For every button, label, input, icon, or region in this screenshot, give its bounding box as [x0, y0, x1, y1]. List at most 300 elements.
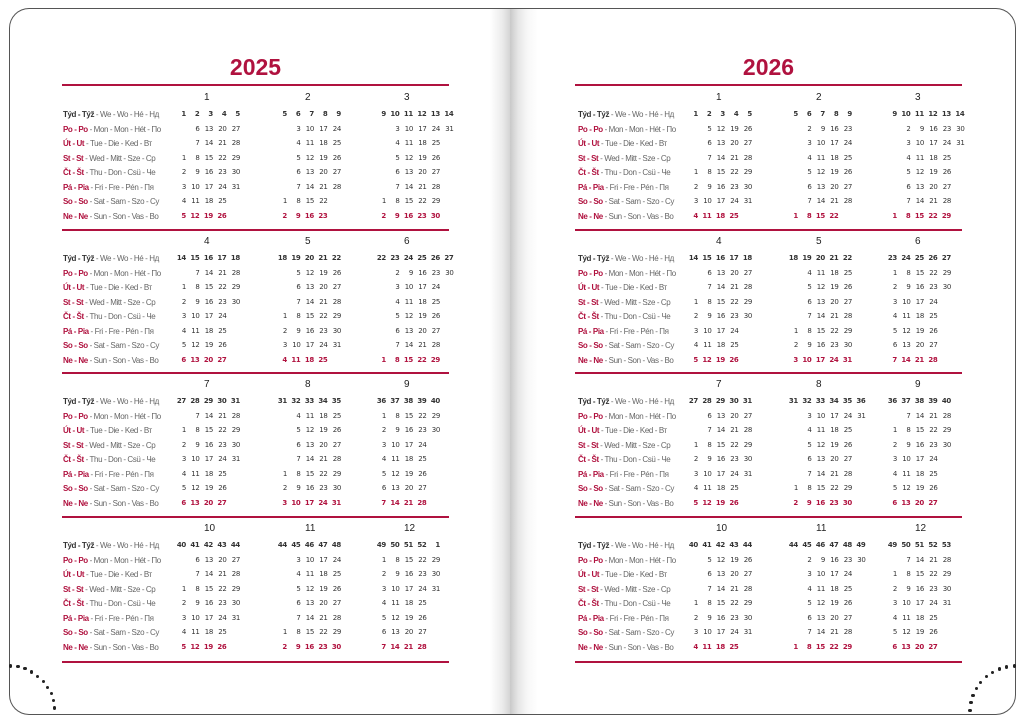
weekday-label-cz: Čt - Št: [63, 312, 84, 321]
day-cell: 14: [305, 182, 314, 191]
day-cell: 9: [820, 124, 825, 133]
day-cell: 29: [843, 484, 852, 492]
day-cell: 17: [915, 455, 924, 463]
weekday-label-intl: - We - Wo - Hé - Нд: [609, 541, 674, 550]
day-cell: 20: [830, 455, 839, 463]
day-cell: 25: [929, 469, 938, 478]
decorative-dot: [1005, 665, 1008, 668]
weekday-label-cz: Ne - Ne: [578, 355, 603, 365]
day-cell: 16: [716, 613, 725, 622]
day-cell: 25: [218, 197, 227, 205]
day-cell: 20: [830, 613, 839, 622]
day-cell: 30: [332, 326, 341, 335]
day-cell: 7: [195, 139, 200, 147]
day-cell: 8: [395, 555, 400, 564]
day-cell: 5: [807, 168, 812, 176]
day-cell: 1: [793, 484, 798, 492]
weekday-label-intl: - Tue - Die - Ked - Вт: [599, 570, 667, 579]
week-number: 36: [376, 397, 386, 405]
day-cell: 10: [305, 555, 314, 564]
week-number: 43: [729, 541, 739, 549]
decorative-dot: [9, 664, 12, 667]
day-cell: 22: [418, 555, 427, 564]
month-number: 2: [816, 92, 822, 103]
weekday-label-cz: St - St: [63, 297, 84, 307]
day-cell: 1: [693, 599, 698, 607]
day-cell: 11: [703, 484, 712, 492]
day-cell: 28: [231, 139, 240, 147]
day-cell: 7: [395, 182, 400, 191]
day-cell: 21: [929, 411, 938, 420]
day-cell: 3: [296, 124, 301, 133]
day-cell: 13: [816, 297, 825, 306]
week-number: 40: [176, 541, 186, 549]
day-cell: 29: [332, 628, 341, 636]
day-cell: 23: [318, 642, 328, 651]
day-cell: 24: [418, 440, 427, 449]
weekday-label-cz: Út - Ut: [578, 139, 600, 148]
weekday-label: [578, 499, 673, 508]
day-cell: 31: [231, 182, 240, 191]
day-cell: 2: [693, 455, 698, 463]
week-number: 14: [176, 254, 186, 262]
day-cell: 5: [707, 124, 712, 133]
week-number: 26: [928, 254, 938, 262]
week-number: 27: [176, 397, 186, 405]
week-number: 48: [842, 541, 852, 549]
week-number: 38: [403, 397, 413, 405]
day-cell: 22: [319, 628, 328, 636]
weekday-label: [578, 269, 676, 278]
decorative-dot: [30, 670, 33, 673]
weekday-label-intl: - Wed - Mitt - Sze - Ср: [598, 153, 671, 163]
day-cell: 5: [181, 642, 186, 651]
day-cell: 15: [716, 440, 725, 449]
weekday-label-cz: Čt - Št: [578, 312, 599, 321]
day-cell: 7: [707, 153, 712, 162]
day-cell: 11: [404, 297, 413, 306]
day-cell: 28: [231, 268, 240, 277]
day-cell: 18: [929, 153, 938, 162]
day-cell: 16: [915, 440, 924, 449]
day-cell: 13: [391, 484, 400, 492]
weekday-label: [578, 441, 670, 450]
day-cell: 24: [218, 455, 227, 463]
day-cell: 9: [707, 182, 712, 191]
week-number: 28: [190, 397, 200, 405]
day-cell: 26: [217, 642, 227, 651]
weekday-label: [578, 110, 674, 119]
day-cell: 18: [319, 570, 328, 578]
day-cell: 24: [843, 570, 852, 578]
weekday-label: [63, 470, 154, 479]
day-cell: 4: [381, 455, 386, 463]
day-cell: 11: [305, 411, 314, 420]
week-number: 37: [901, 397, 911, 405]
weekday-label-intl: - Mon - Mon - Hét - Пo: [602, 124, 676, 134]
day-cell: 31: [331, 498, 341, 507]
day-cell: 9: [906, 440, 911, 449]
weekday-label-cz: Pá - Pia: [63, 613, 89, 623]
weekday-label: [578, 312, 670, 321]
month-number: 9: [404, 379, 410, 390]
day-cell: 10: [191, 312, 200, 320]
day-cell: 23: [319, 484, 328, 492]
day-cell: 10: [915, 139, 924, 147]
day-cell: 6: [181, 355, 186, 364]
day-cell: 5: [807, 599, 812, 607]
day-cell: 3: [296, 555, 301, 564]
day-cell: 11: [816, 584, 825, 593]
weekday-label: [63, 628, 159, 637]
day-cell: 20: [203, 355, 213, 364]
day-cell: 15: [716, 168, 725, 176]
day-cell: 12: [702, 355, 712, 364]
day-cell: 27: [231, 124, 240, 133]
day-cell: 7: [807, 628, 812, 636]
weekday-label-intl: - Tue - Die - Ked - Вт: [84, 570, 152, 579]
day-cell: 18: [304, 355, 314, 364]
day-cell: 5: [296, 153, 301, 162]
day-cell: 21: [830, 628, 839, 636]
day-cell: 24: [332, 124, 341, 133]
weekday-label-cz: St - St: [578, 153, 599, 163]
day-cell: 11: [291, 355, 301, 364]
day-cell: 14: [305, 455, 314, 463]
day-cell: 28: [231, 570, 240, 578]
week-number: 6: [806, 110, 812, 118]
day-cell: 5: [906, 168, 911, 176]
day-cell: 4: [181, 469, 186, 478]
weekday-label-intl: - Mon - Mon - Hét - Пo: [87, 411, 161, 421]
day-cell: 17: [929, 139, 938, 147]
weekday-label-cz: Čt - Št: [63, 599, 84, 608]
day-cell: 18: [915, 469, 924, 478]
weekday-label-cz: St - St: [63, 584, 84, 594]
day-cell: 15: [204, 584, 213, 593]
day-cell: 14: [915, 555, 924, 564]
day-cell: 16: [830, 555, 839, 564]
day-cell: 16: [204, 168, 213, 176]
weekday-label-intl: - We - Wo - Hé - Нд: [609, 110, 674, 119]
day-cell: 26: [929, 326, 938, 335]
day-cell: 14: [204, 570, 213, 578]
day-cell: 7: [296, 455, 301, 463]
day-cell: 3: [807, 139, 812, 147]
day-cell: 10: [391, 440, 400, 449]
weekday-label-cz: Po - Po: [63, 124, 88, 134]
day-cell: 12: [190, 642, 200, 651]
week-number: 20: [304, 254, 314, 262]
week-number: 19: [802, 254, 812, 262]
weekday-label-cz: Út - Ut: [63, 570, 85, 579]
week-number: 30: [217, 397, 227, 405]
weekday-label-cz: So - So: [63, 197, 88, 206]
day-cell: 4: [181, 628, 186, 636]
weekday-label: [578, 484, 674, 493]
day-cell: 7: [892, 355, 897, 364]
day-cell: 20: [830, 297, 839, 306]
day-cell: 17: [304, 498, 314, 507]
day-cell: 24: [332, 555, 341, 564]
day-cell: 22: [218, 426, 227, 434]
week-number: 49: [376, 541, 386, 549]
day-cell: 14: [305, 297, 314, 306]
day-cell: 8: [395, 197, 400, 205]
week-number: 28: [702, 397, 712, 405]
day-cell: 4: [395, 297, 400, 306]
weekday-label-intl: - Thu - Don - Csü - Че: [83, 599, 156, 608]
day-cell: 28: [843, 312, 852, 320]
weekday-label-cz: So - So: [63, 341, 88, 350]
day-cell: 8: [906, 570, 911, 578]
day-cell: 27: [431, 168, 440, 176]
day-cell: 13: [816, 613, 825, 622]
day-cell: 18: [404, 455, 413, 463]
day-cell: 23: [218, 440, 227, 449]
day-cell: 6: [181, 498, 186, 507]
day-cell: 11: [816, 153, 825, 162]
weekday-label: [63, 168, 155, 177]
day-cell: 16: [716, 455, 725, 463]
weekday-label-intl: - Wed - Mitt - Sze - Ср: [83, 153, 156, 163]
day-cell: 7: [195, 411, 200, 420]
day-cell: 1: [892, 426, 897, 434]
day-cell: 6: [296, 168, 301, 176]
weekday-label: [63, 441, 155, 450]
day-cell: 10: [291, 498, 301, 507]
day-cell: 26: [729, 355, 739, 364]
weekday-label-intl: - Fri - Fre - Pén - Пя: [88, 469, 154, 479]
week-number: 17: [729, 254, 739, 262]
day-cell: 15: [204, 153, 213, 162]
week-number: 11: [403, 110, 413, 118]
weekday-label-cz: Ne - Ne: [63, 355, 88, 365]
day-cell: 17: [204, 455, 213, 463]
month-number: 3: [915, 92, 921, 103]
day-cell: 17: [830, 139, 839, 147]
day-cell: 14: [816, 312, 825, 320]
weekday-label-intl: - Mon - Mon - Hét - Пo: [87, 124, 161, 134]
week-number: 44: [742, 541, 752, 549]
day-cell: 9: [296, 326, 301, 335]
weekday-label-intl: - Sat - Sam - Szo - Су: [87, 628, 160, 637]
day-cell: 28: [942, 411, 951, 420]
day-cell: 15: [914, 211, 924, 220]
day-cell: 6: [381, 484, 386, 492]
day-cell: 15: [915, 268, 924, 277]
day-cell: 14: [204, 411, 213, 420]
day-cell: 1: [282, 628, 287, 636]
weekday-label-intl: - Wed - Mitt - Sze - Ср: [598, 297, 671, 307]
month-number: 5: [816, 236, 822, 247]
day-cell: 16: [404, 570, 413, 578]
day-cell: 29: [231, 426, 240, 434]
day-cell: 18: [830, 268, 839, 277]
week-number: 21: [318, 254, 328, 262]
day-cell: 24: [843, 139, 852, 147]
day-cell: 12: [902, 326, 911, 335]
day-cell: 3: [282, 341, 287, 349]
weekday-label-intl: - Fri - Fre - Pén - Пя: [88, 613, 154, 623]
day-cell: 2: [892, 283, 897, 291]
day-cell: 31: [231, 455, 240, 463]
day-cell: 19: [404, 613, 413, 622]
weekday-label-cz: So - So: [578, 197, 603, 206]
section-rule: [575, 84, 962, 86]
day-cell: 19: [730, 124, 739, 133]
day-cell: 7: [906, 555, 911, 564]
month-number: 5: [305, 236, 311, 247]
day-cell: 6: [892, 341, 897, 349]
weekday-label-cz: Týd - Týž: [578, 397, 610, 406]
day-cell: 7: [381, 498, 386, 507]
day-cell: 27: [743, 139, 752, 147]
day-cell: 11: [191, 197, 200, 205]
day-cell: 25: [218, 326, 227, 335]
weekday-label-cz: Ne - Ne: [578, 498, 603, 508]
weekday-label-intl: - Tue - Die - Ked - Вт: [84, 139, 152, 148]
day-cell: 20: [404, 628, 413, 636]
day-cell: 12: [404, 153, 413, 162]
day-cell: 4: [807, 426, 812, 434]
day-cell: 20: [218, 555, 227, 564]
week-number: 43: [217, 541, 227, 549]
day-cell: 22: [218, 153, 227, 162]
day-cell: 18: [716, 484, 725, 492]
day-cell: 16: [418, 268, 427, 277]
day-cell: 13: [404, 168, 413, 176]
day-cell: 15: [915, 570, 924, 578]
weekday-label: [63, 283, 152, 292]
day-cell: 17: [716, 628, 725, 636]
day-cell: 26: [929, 484, 938, 492]
day-cell: 17: [915, 599, 924, 607]
weekday-label-cz: Pá - Pia: [578, 182, 604, 192]
day-cell: 2: [892, 440, 897, 449]
day-cell: 1: [693, 297, 698, 306]
day-cell: 22: [830, 326, 839, 335]
day-cell: 26: [332, 268, 341, 277]
day-cell: 29: [332, 312, 341, 320]
weekday-label-cz: Týd - Týž: [63, 397, 95, 406]
weekday-label: [63, 614, 154, 623]
day-cell: 14: [204, 139, 213, 147]
week-number: 44: [788, 541, 798, 549]
day-cell: 6: [707, 570, 712, 578]
day-cell: 10: [191, 182, 200, 191]
week-number: 14: [444, 110, 454, 118]
day-cell: 13: [915, 182, 924, 191]
day-cell: 4: [693, 341, 698, 349]
week-number: 4: [733, 110, 739, 118]
day-cell: 12: [191, 341, 200, 349]
day-cell: 2: [181, 168, 186, 176]
day-cell: 13: [404, 326, 413, 335]
week-number: 2: [194, 110, 200, 118]
day-cell: 11: [191, 628, 200, 636]
weekday-label: [578, 356, 673, 365]
day-cell: 5: [296, 426, 301, 434]
day-cell: 18: [716, 341, 725, 349]
week-number: 29: [203, 397, 213, 405]
day-cell: 10: [391, 584, 400, 593]
day-cell: 5: [381, 613, 386, 622]
weekday-label-cz: Út - Ut: [63, 283, 85, 292]
day-cell: 4: [296, 570, 301, 578]
day-cell: 6: [892, 498, 897, 507]
month-number: 8: [816, 379, 822, 390]
day-cell: 5: [892, 628, 897, 636]
weekday-label-intl: - Fri - Fre - Pén - Пя: [88, 182, 154, 192]
day-cell: 16: [929, 124, 938, 133]
day-cell: 4: [892, 613, 897, 622]
week-number: 31: [742, 397, 752, 405]
weekday-label: [578, 412, 676, 421]
day-cell: 10: [703, 326, 712, 335]
day-cell: 31: [857, 411, 866, 420]
day-cell: 26: [332, 153, 341, 162]
week-number: 46: [815, 541, 825, 549]
day-cell: 22: [730, 440, 739, 449]
month-number: 6: [404, 236, 410, 247]
day-cell: 21: [730, 584, 739, 593]
day-cell: 27: [418, 628, 427, 636]
day-cell: 11: [702, 642, 712, 651]
day-cell: 13: [190, 498, 200, 507]
day-cell: 28: [843, 469, 852, 478]
weekday-label-cz: Čt - Št: [578, 168, 599, 177]
weekday-label-intl: - We - Wo - Hé - Нд: [609, 254, 674, 263]
week-number: 16: [203, 254, 213, 262]
day-cell: 3: [906, 139, 911, 147]
decorative-dot: [968, 709, 971, 712]
week-number: 23: [390, 254, 400, 262]
week-number: 31: [230, 397, 240, 405]
day-cell: 20: [730, 139, 739, 147]
day-cell: 5: [296, 268, 301, 277]
day-cell: 9: [296, 484, 301, 492]
day-cell: 6: [807, 297, 812, 306]
weekday-label: [63, 412, 161, 421]
day-cell: 9: [408, 268, 413, 277]
day-cell: 6: [195, 555, 200, 564]
weekday-label-intl: - Sun - Son - Vas - Во: [602, 642, 674, 652]
day-cell: 12: [816, 168, 825, 176]
day-cell: 8: [195, 283, 200, 291]
day-cell: 12: [816, 599, 825, 607]
day-cell: 6: [707, 268, 712, 277]
weekday-label-cz: Týd - Týž: [63, 110, 95, 119]
day-cell: 13: [716, 139, 725, 147]
week-number: 50: [390, 541, 400, 549]
section-rule: [575, 661, 962, 663]
day-cell: 19: [830, 440, 839, 449]
weekday-label: [63, 312, 155, 321]
day-cell: 25: [332, 570, 341, 578]
day-cell: 21: [319, 297, 328, 306]
weekday-label-cz: Út - Ut: [578, 570, 600, 579]
day-cell: 23: [431, 268, 440, 277]
day-cell: 9: [395, 426, 400, 434]
day-cell: 22: [730, 599, 739, 607]
day-cell: 9: [906, 283, 911, 291]
week-number: 6: [295, 110, 301, 118]
week-number: 49: [887, 541, 897, 549]
day-cell: 29: [231, 283, 240, 291]
day-cell: 26: [843, 283, 852, 291]
month-number: 7: [716, 379, 722, 390]
